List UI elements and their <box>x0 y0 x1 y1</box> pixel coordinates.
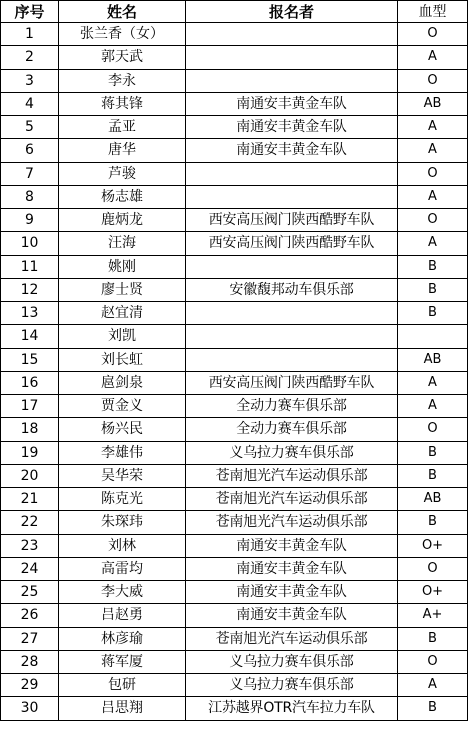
cell-name: 扈剑泉 <box>59 371 186 394</box>
table-row <box>1 232 468 255</box>
cell-blood-type: B <box>398 464 468 487</box>
cell-blood-type: B <box>398 511 468 534</box>
cell-no: 22 <box>1 511 59 534</box>
cell-blood-type: A+ <box>398 604 468 627</box>
cell-blood-type: A <box>398 116 468 139</box>
cell-registrant: 全动力赛车俱乐部 <box>186 418 398 441</box>
cell-registrant: 安徽馥邦动车俱乐部 <box>186 278 398 301</box>
cell-blood-type: O+ <box>398 581 468 604</box>
cell-blood-type: O+ <box>398 534 468 557</box>
header-no: 序号 <box>1 1 59 23</box>
cell-no: 23 <box>1 534 59 557</box>
cell-no: 13 <box>1 302 59 325</box>
cell-registrant <box>186 185 398 208</box>
table-row <box>1 23 468 46</box>
cell-no: 30 <box>1 697 59 720</box>
cell-blood-type: B <box>398 302 468 325</box>
cell-registrant <box>186 23 398 46</box>
cell-name: 李永 <box>59 69 186 92</box>
cell-name: 张兰香（女） <box>59 23 186 46</box>
table-row <box>1 325 468 348</box>
cell-blood-type: O <box>398 650 468 673</box>
cell-blood-type: B <box>398 627 468 650</box>
cell-registrant: 义乌拉力赛车俱乐部 <box>186 441 398 464</box>
cell-registrant: 南通安丰黄金车队 <box>186 581 398 604</box>
cell-name: 李雄伟 <box>59 441 186 464</box>
cell-blood-type: B <box>398 255 468 278</box>
cell-name: 蒋其锋 <box>59 92 186 115</box>
cell-blood-type: O <box>398 23 468 46</box>
cell-registrant <box>186 69 398 92</box>
cell-registrant: 南通安丰黄金车队 <box>186 557 398 580</box>
cell-registrant <box>186 255 398 278</box>
cell-name: 贾金义 <box>59 395 186 418</box>
cell-registrant: 江苏越界OTR汽车拉力车队 <box>186 697 398 720</box>
table-row <box>1 116 468 139</box>
cell-no: 10 <box>1 232 59 255</box>
cell-name: 刘长虹 <box>59 348 186 371</box>
cell-registrant: 义乌拉力赛车俱乐部 <box>186 674 398 697</box>
table-row <box>1 278 468 301</box>
table-row <box>1 418 468 441</box>
cell-name: 李大威 <box>59 581 186 604</box>
table-row <box>1 650 468 673</box>
cell-blood-type: O <box>398 418 468 441</box>
cell-registrant: 南通安丰黄金车队 <box>186 92 398 115</box>
cell-no: 24 <box>1 557 59 580</box>
cell-name: 吕思翔 <box>59 697 186 720</box>
table-row <box>1 371 468 394</box>
cell-name: 吕赵勇 <box>59 604 186 627</box>
cell-registrant: 南通安丰黄金车队 <box>186 534 398 557</box>
cell-registrant: 义乌拉力赛车俱乐部 <box>186 650 398 673</box>
cell-registrant <box>186 302 398 325</box>
cell-name: 唐华 <box>59 139 186 162</box>
cell-no: 5 <box>1 116 59 139</box>
cell-no: 3 <box>1 69 59 92</box>
cell-no: 28 <box>1 650 59 673</box>
table-row <box>1 46 468 69</box>
table-row <box>1 92 468 115</box>
cell-no: 2 <box>1 46 59 69</box>
cell-registrant: 苍南旭光汽车运动俱乐部 <box>186 511 398 534</box>
cell-no: 12 <box>1 278 59 301</box>
table-row <box>1 348 468 371</box>
cell-name: 包研 <box>59 674 186 697</box>
cell-blood-type: O <box>398 162 468 185</box>
cell-no: 29 <box>1 674 59 697</box>
table-header <box>1 1 468 23</box>
cell-blood-type <box>398 325 468 348</box>
cell-name: 陈克光 <box>59 488 186 511</box>
cell-registrant: 西安高压阀门陕西酷野车队 <box>186 371 398 394</box>
cell-blood-type: A <box>398 46 468 69</box>
cell-name: 芦骏 <box>59 162 186 185</box>
table-row <box>1 441 468 464</box>
cell-registrant: 南通安丰黄金车队 <box>186 139 398 162</box>
cell-blood-type: B <box>398 441 468 464</box>
cell-no: 18 <box>1 418 59 441</box>
cell-name: 吴华荣 <box>59 464 186 487</box>
table-row <box>1 395 468 418</box>
table-row <box>1 139 468 162</box>
table-row <box>1 697 468 720</box>
table-row <box>1 674 468 697</box>
header-blood-type: 血型 <box>398 1 468 23</box>
cell-registrant: 苍南旭光汽车运动俱乐部 <box>186 627 398 650</box>
table-row <box>1 627 468 650</box>
cell-blood-type: O <box>398 69 468 92</box>
cell-name: 杨志雄 <box>59 185 186 208</box>
cell-blood-type: B <box>398 278 468 301</box>
cell-no: 20 <box>1 464 59 487</box>
cell-name: 刘林 <box>59 534 186 557</box>
cell-name: 刘凯 <box>59 325 186 348</box>
cell-name: 郭天武 <box>59 46 186 69</box>
cell-registrant: 南通安丰黄金车队 <box>186 604 398 627</box>
cell-no: 25 <box>1 581 59 604</box>
cell-no: 19 <box>1 441 59 464</box>
table-row <box>1 185 468 208</box>
cell-registrant <box>186 348 398 371</box>
cell-name: 高雷均 <box>59 557 186 580</box>
cell-name: 赵宜清 <box>59 302 186 325</box>
cell-no: 26 <box>1 604 59 627</box>
cell-blood-type: O <box>398 557 468 580</box>
cell-no: 4 <box>1 92 59 115</box>
cell-registrant: 西安高压阀门陕西酷野车队 <box>186 232 398 255</box>
cell-registrant <box>186 46 398 69</box>
cell-no: 7 <box>1 162 59 185</box>
cell-registrant: 南通安丰黄金车队 <box>186 116 398 139</box>
table-row <box>1 488 468 511</box>
cell-name: 杨兴民 <box>59 418 186 441</box>
cell-blood-type: AB <box>398 348 468 371</box>
table-body <box>1 23 468 721</box>
cell-name: 姚刚 <box>59 255 186 278</box>
table-row <box>1 255 468 278</box>
cell-registrant <box>186 162 398 185</box>
table-row <box>1 581 468 604</box>
cell-name: 朱琛玮 <box>59 511 186 534</box>
cell-no: 16 <box>1 371 59 394</box>
cell-blood-type: AB <box>398 488 468 511</box>
cell-no: 9 <box>1 209 59 232</box>
cell-no: 6 <box>1 139 59 162</box>
header-name: 姓名 <box>59 1 186 23</box>
cell-name: 鹿炳龙 <box>59 209 186 232</box>
cell-no: 27 <box>1 627 59 650</box>
cell-no: 14 <box>1 325 59 348</box>
table-row <box>1 511 468 534</box>
cell-no: 15 <box>1 348 59 371</box>
table-row <box>1 162 468 185</box>
cell-no: 21 <box>1 488 59 511</box>
cell-registrant <box>186 325 398 348</box>
cell-blood-type: A <box>398 139 468 162</box>
cell-registrant: 西安高压阀门陕西酷野车队 <box>186 209 398 232</box>
cell-blood-type: O <box>398 209 468 232</box>
table-row <box>1 534 468 557</box>
header-row <box>1 1 468 23</box>
cell-name: 廖士贤 <box>59 278 186 301</box>
table-row <box>1 302 468 325</box>
table-row <box>1 557 468 580</box>
table-row <box>1 604 468 627</box>
cell-registrant: 全动力赛车俱乐部 <box>186 395 398 418</box>
cell-registrant: 苍南旭光汽车运动俱乐部 <box>186 488 398 511</box>
cell-blood-type: A <box>398 674 468 697</box>
table-row <box>1 464 468 487</box>
cell-no: 11 <box>1 255 59 278</box>
cell-name: 孟亚 <box>59 116 186 139</box>
cell-name: 汪海 <box>59 232 186 255</box>
cell-blood-type: A <box>398 371 468 394</box>
cell-blood-type: A <box>398 232 468 255</box>
table-row <box>1 209 468 232</box>
cell-blood-type: A <box>398 185 468 208</box>
cell-no: 8 <box>1 185 59 208</box>
cell-no: 1 <box>1 23 59 46</box>
table-row <box>1 69 468 92</box>
cell-registrant: 苍南旭光汽车运动俱乐部 <box>186 464 398 487</box>
cell-name: 蒋军厦 <box>59 650 186 673</box>
header-registrant: 报名者 <box>186 1 398 23</box>
cell-no: 17 <box>1 395 59 418</box>
cell-name: 林彦瑜 <box>59 627 186 650</box>
cell-blood-type: AB <box>398 92 468 115</box>
cell-blood-type: A <box>398 395 468 418</box>
cell-blood-type: B <box>398 697 468 720</box>
